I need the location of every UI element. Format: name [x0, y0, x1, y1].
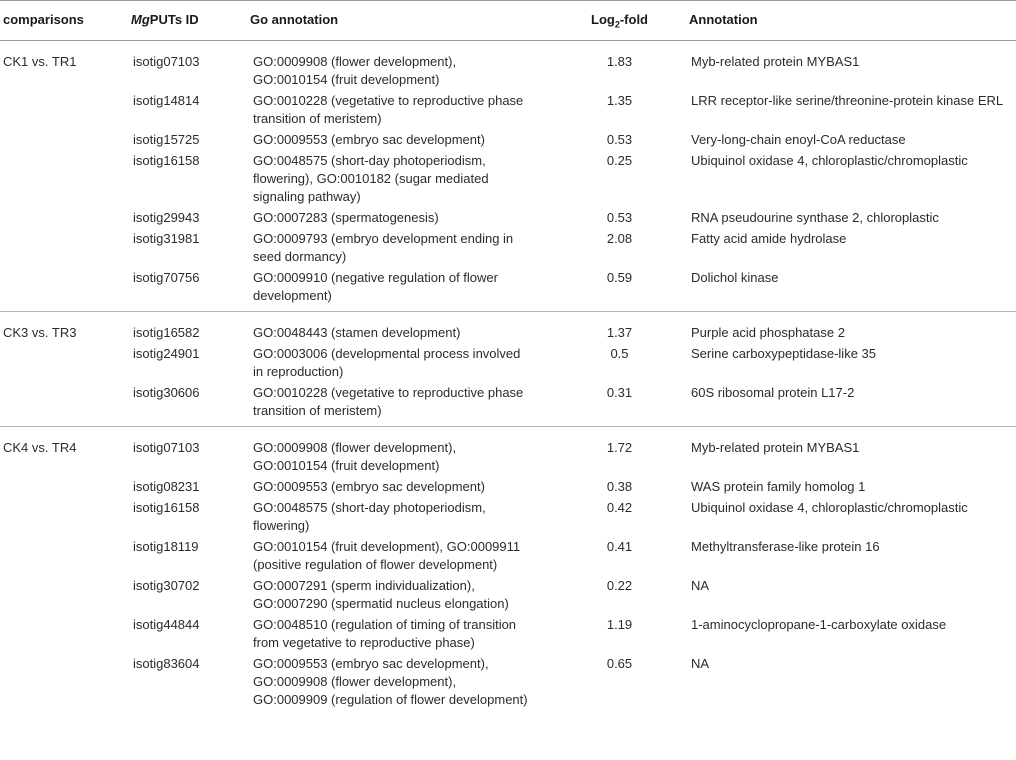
- log2-fold-cell: 0.53: [606, 132, 633, 147]
- header-log-base: Log: [591, 12, 615, 27]
- go-annotation-line: GO:0003006 (developmental process involved: [253, 346, 521, 361]
- puts-id-cell: isotig30702: [133, 578, 200, 593]
- log2-fold-cell: 0.41: [606, 539, 633, 554]
- go-annotation-line: GO:0010154 (fruit development): [253, 458, 440, 473]
- go-annotation-line: signaling pathway): [253, 189, 361, 204]
- go-annotation-cell: [247, 89, 553, 128]
- table-row: [0, 535, 1016, 574]
- header-go: Go annotation: [247, 1, 553, 41]
- puts-id-cell: isotig16158: [133, 153, 200, 168]
- puts-id-cell: isotig24901: [133, 346, 200, 361]
- header-row: [0, 1, 1016, 41]
- header-log-suffix: -fold: [619, 12, 648, 27]
- go-annotation-line: development): [253, 288, 332, 303]
- log2-fold-cell: 0.42: [606, 500, 633, 515]
- annotation-cell: Very-long-chain enoyl-CoA reductase: [691, 132, 906, 147]
- puts-id-cell: isotig15725: [133, 132, 200, 147]
- comparison-label-empty: [0, 381, 128, 427]
- go-annotation-cell: [247, 149, 553, 206]
- annotation-cell: Serine carboxypeptidase-like 35: [691, 346, 876, 361]
- go-annotation-line: GO:0010228 (vegetative to reproductive phase: [253, 385, 524, 400]
- table-row: [0, 574, 1016, 613]
- puts-id-cell: isotig18119: [133, 539, 199, 554]
- comparison-group: [0, 41, 1016, 312]
- annotation-cell: LRR receptor-like serine/threonine-protein kinase ERL: [691, 93, 1004, 108]
- go-annotation-line: GO:0009909 (regulation of flower development): [253, 692, 528, 707]
- go-annotation-line: GO:0048575 (short-day photoperiodism,: [253, 500, 486, 515]
- go-annotation-line: GO:0010228 (vegetative to reproductive phase: [253, 93, 524, 108]
- go-annotation-line: GO:0048443 (stamen development): [253, 325, 461, 340]
- puts-id-cell: isotig29943: [133, 210, 200, 225]
- annotation-cell: Purple acid phosphatase 2: [686, 312, 1016, 343]
- annotation-cell: NA: [691, 578, 710, 593]
- comparison-label: CK4 vs. TR4: [0, 427, 128, 476]
- puts-id-cell: isotig31981: [133, 231, 200, 246]
- go-annotation-line: GO:0009793 (embryo development ending in: [253, 231, 514, 246]
- comparison-group: [0, 427, 1016, 716]
- comparison-label-empty: [0, 496, 128, 535]
- table-row: [0, 496, 1016, 535]
- go-annotation-cell: [247, 475, 553, 496]
- go-annotation-cell: [247, 613, 553, 652]
- log2-fold-cell: 0.25: [606, 153, 633, 168]
- log2-fold-cell: 0.31: [606, 385, 633, 400]
- annotation-cell: Fatty acid amide hydrolase: [691, 231, 847, 246]
- puts-id-cell: isotig07103: [128, 427, 247, 476]
- puts-id-cell: isotig07103: [133, 54, 200, 69]
- comparison-label-empty: [0, 128, 128, 149]
- table-row: [0, 381, 1016, 427]
- go-annotation-cell: [247, 535, 553, 574]
- go-annotation-cell: [247, 312, 553, 343]
- go-annotation-cell: [247, 381, 553, 427]
- comparison-label-empty: [0, 227, 128, 266]
- comparison-label-empty: [0, 206, 128, 227]
- annotation-cell: Methyltransferase-like protein 16: [691, 539, 880, 554]
- annotation-cell: WAS protein family homolog 1: [691, 479, 866, 494]
- go-annotation-line: GO:0009908 (flower development),: [253, 440, 457, 455]
- go-annotation-line: (positive regulation of flower development): [253, 557, 498, 572]
- annotation-cell: 1-aminocyclopropane-1-carboxylate oxidase: [691, 617, 947, 632]
- annotation-cell: Dolichol kinase: [691, 270, 779, 285]
- comparison-label-empty: [0, 475, 128, 496]
- log2-fold-cell: 1.72: [553, 427, 686, 476]
- go-annotation-cell: [247, 41, 553, 90]
- annotation-cell: Myb-related protein MYBAS1: [686, 427, 1016, 476]
- go-annotation-line: in reproduction): [253, 364, 344, 379]
- puts-id-cell: isotig16582: [128, 312, 247, 343]
- table-row: [0, 427, 1016, 476]
- log2-fold-cell: 1.19: [606, 617, 633, 632]
- log2-fold-cell: 0.5: [610, 346, 629, 361]
- log2-fold-cell: 0.59: [606, 270, 633, 285]
- puts-id-cell: isotig16158: [133, 500, 200, 515]
- comparison-group: [0, 312, 1016, 427]
- go-annotation-line: flowering), GO:0010182 (sugar mediated: [253, 171, 489, 186]
- comparison-label-empty: [0, 613, 128, 652]
- go-annotation-cell: [247, 427, 553, 476]
- annotation-cell: Ubiquinol oxidase 4, chloroplastic/chromoplastic: [691, 500, 968, 515]
- puts-id-cell: isotig14814: [133, 93, 200, 108]
- table-row: [0, 613, 1016, 652]
- go-annotation-line: GO:0009553 (embryo sac development): [253, 479, 485, 494]
- comparison-label-empty: [0, 266, 128, 312]
- puts-id-cell: isotig30606: [133, 385, 200, 400]
- go-annotation-line: GO:0009553 (embryo sac development): [253, 132, 485, 147]
- header-id-prefix: Mg: [131, 12, 150, 27]
- log2-fold-cell: 0.22: [606, 578, 633, 593]
- go-annotation-line: from vegetative to reproductive phase): [253, 635, 475, 650]
- go-annotation-line: GO:0010154 (fruit development): [253, 72, 440, 87]
- go-annotation-line: GO:0007290 (spermatid nucleus elongation): [253, 596, 509, 611]
- comparison-label-empty: [0, 535, 128, 574]
- go-annotation-line: GO:0009908 (flower development),: [253, 54, 457, 69]
- comparison-label-empty: [0, 342, 128, 381]
- annotation-cell: 60S ribosomal protein L17-2: [691, 385, 855, 400]
- table-row: [0, 475, 1016, 496]
- annotation-cell: Ubiquinol oxidase 4, chloroplastic/chromoplastic: [691, 153, 968, 168]
- go-annotation-line: GO:0009910 (negative regulation of flower: [253, 270, 498, 285]
- annotation-cell: Myb-related protein MYBAS1: [691, 54, 860, 69]
- log2-fold-cell: 0.65: [606, 656, 633, 671]
- table-row: [0, 149, 1016, 206]
- go-annotation-line: GO:0007291 (sperm individualization),: [253, 578, 475, 593]
- header-id: [128, 1, 247, 41]
- log2-fold-cell: 1.83: [606, 54, 633, 69]
- go-annotation-line: GO:0048510 (regulation of timing of transition: [253, 617, 517, 632]
- go-annotation-cell: [247, 574, 553, 613]
- go-annotation-line: GO:0009553 (embryo sac development),: [253, 656, 489, 671]
- comparison-label-empty: [0, 652, 128, 715]
- table-row: [0, 128, 1016, 149]
- puts-id-cell: isotig08231: [133, 479, 200, 494]
- comparison-label: CK1 vs. TR1: [3, 54, 77, 69]
- table-row: [0, 89, 1016, 128]
- puts-id-cell: isotig44844: [133, 617, 200, 632]
- header-comparisons: comparisons: [0, 1, 128, 41]
- table-row: [0, 206, 1016, 227]
- comparison-label: CK3 vs. TR3: [0, 312, 128, 343]
- log2-fold-cell: 0.38: [606, 479, 633, 494]
- go-annotation-line: transition of meristem): [253, 111, 382, 126]
- go-annotation-cell: [247, 342, 553, 381]
- table-row: [0, 227, 1016, 266]
- header-log-fold: [553, 1, 686, 41]
- go-annotation-cell: [247, 206, 553, 227]
- go-annotation-line: seed dormancy): [253, 249, 347, 264]
- log2-fold-cell: 0.53: [606, 210, 633, 225]
- annotation-cell: RNA pseudourine synthase 2, chloroplastic: [691, 210, 939, 225]
- table-row: [0, 41, 1016, 90]
- go-annotation-cell: [247, 128, 553, 149]
- go-annotation-cell: [247, 227, 553, 266]
- go-annotation-line: GO:0048575 (short-day photoperiodism,: [253, 153, 486, 168]
- go-annotation-line: GO:0010154 (fruit development), GO:0009911: [253, 539, 521, 554]
- table-header: [0, 1, 1016, 41]
- go-annotation-cell: [247, 496, 553, 535]
- go-annotation-cell: [247, 652, 553, 715]
- go-annotation-line: transition of meristem): [253, 403, 382, 418]
- log2-fold-cell: 1.37: [553, 312, 686, 343]
- table-row: [0, 312, 1016, 343]
- comparison-label-empty: [0, 574, 128, 613]
- go-annotation-line: flowering): [253, 518, 310, 533]
- table-row: [0, 652, 1016, 715]
- header-id-suffix: PUTs ID: [149, 12, 199, 27]
- log2-fold-cell: 2.08: [606, 231, 633, 246]
- header-annotation: Annotation: [686, 1, 1016, 41]
- header-log-sub: 2: [614, 19, 620, 30]
- puts-id-cell: isotig83604: [133, 656, 200, 671]
- table-row: [0, 266, 1016, 312]
- go-annotation-line: GO:0009908 (flower development),: [253, 674, 457, 689]
- comparison-label-empty: [0, 89, 128, 128]
- go-annotation-line: GO:0007283 (spermatogenesis): [253, 210, 439, 225]
- puts-id-cell: isotig70756: [133, 270, 200, 285]
- comparison-label-empty: [0, 149, 128, 206]
- go-annotation-cell: [247, 266, 553, 312]
- table-row: [0, 342, 1016, 381]
- log2-fold-cell: 1.35: [606, 93, 633, 108]
- annotation-cell: NA: [691, 656, 710, 671]
